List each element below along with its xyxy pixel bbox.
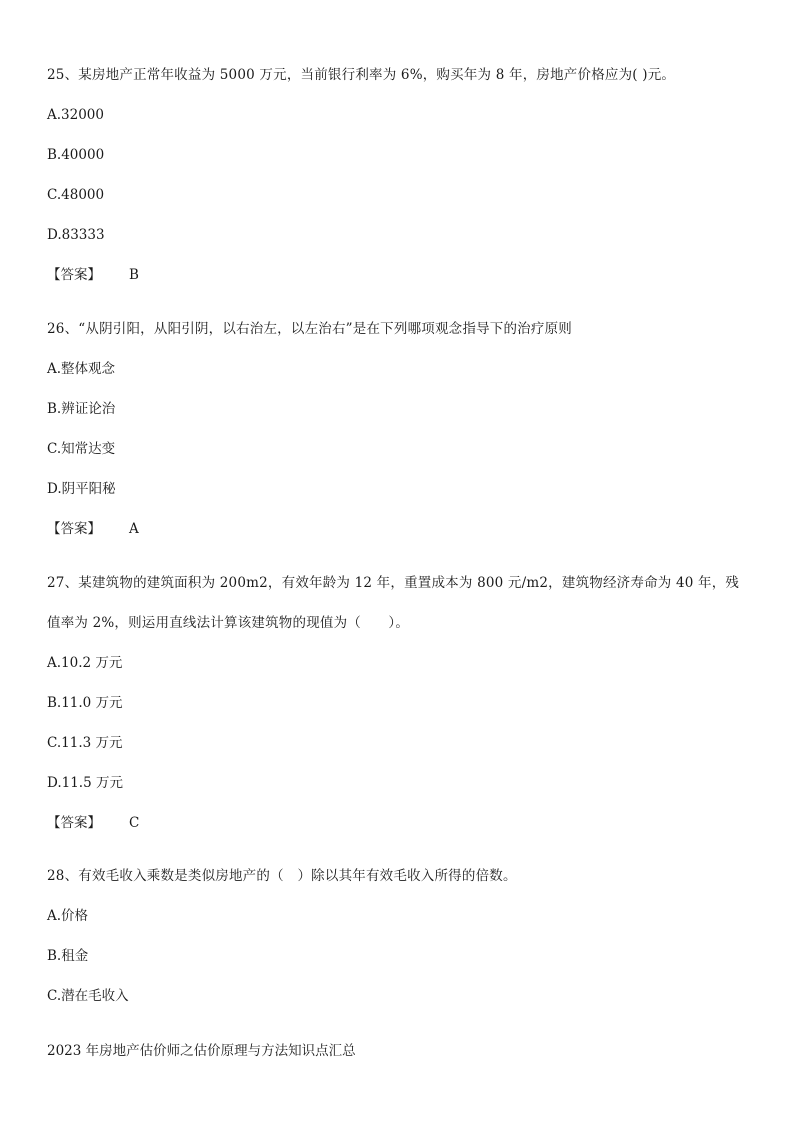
answer-value: C: [129, 815, 140, 831]
question-27-text-line2: 值率为 2%，则运用直线法计算该建筑物的现值为（ ）。: [47, 615, 410, 631]
question-27-option-a: A.10.2 万元: [47, 655, 123, 671]
question-26-option-d: D.阴平阳秘: [47, 481, 116, 497]
question-27-option-c: C.11.3 万元: [47, 735, 123, 751]
answer-label: 【答案】: [47, 267, 101, 283]
answer-value: B: [129, 267, 139, 283]
question-25-option-c: C.48000: [47, 187, 105, 203]
question-27-answer: [47, 814, 139, 832]
question-27-text-line1: 27、某建筑物的建筑面积为 200m2，有效年龄为 12 年，重置成本为 800 元/m2，建筑物经济寿命为 40 年，残: [47, 575, 740, 591]
question-28-text: 28、有效毛收入乘数是类似房地产的（ ）除以其年有效毛收入所得的倍数。: [47, 868, 517, 884]
question-25-option-a: A.32000: [47, 107, 104, 123]
question-26-option-c: C.知常达变: [47, 441, 116, 457]
question-26-option-b: B.辨证论治: [47, 401, 116, 417]
question-25-option-b: B.40000: [47, 147, 105, 163]
answer-value: A: [129, 521, 139, 537]
page-footer: 2023 年房地产估价师之估价原理与方法知识点汇总: [47, 1043, 356, 1059]
answer-label: 【答案】: [47, 815, 101, 831]
question-28-option-c: C.潜在毛收入: [47, 988, 129, 1004]
question-25-text: 25、某房地产正常年收益为 5000 万元，当前银行利率为 6%，购买年为 8 年，房地产价格应为( )元。: [47, 67, 676, 83]
question-27-option-d: D.11.5 万元: [47, 775, 123, 791]
question-25-option-d: D.83333: [47, 227, 105, 243]
question-28-option-b: B.租金: [47, 948, 89, 964]
question-26-option-a: A.整体观念: [47, 361, 116, 377]
question-27-option-b: B.11.0 万元: [47, 695, 123, 711]
question-28-option-a: A.价格: [47, 908, 89, 924]
question-25-answer: [47, 266, 139, 284]
answer-label: 【答案】: [47, 521, 101, 537]
question-26-text: 26、“从阴引阳，从阳引阴，以右治左，以左治右”是在下列哪项观念指导下的治疗原则: [47, 321, 572, 337]
question-26-answer: [47, 520, 139, 538]
